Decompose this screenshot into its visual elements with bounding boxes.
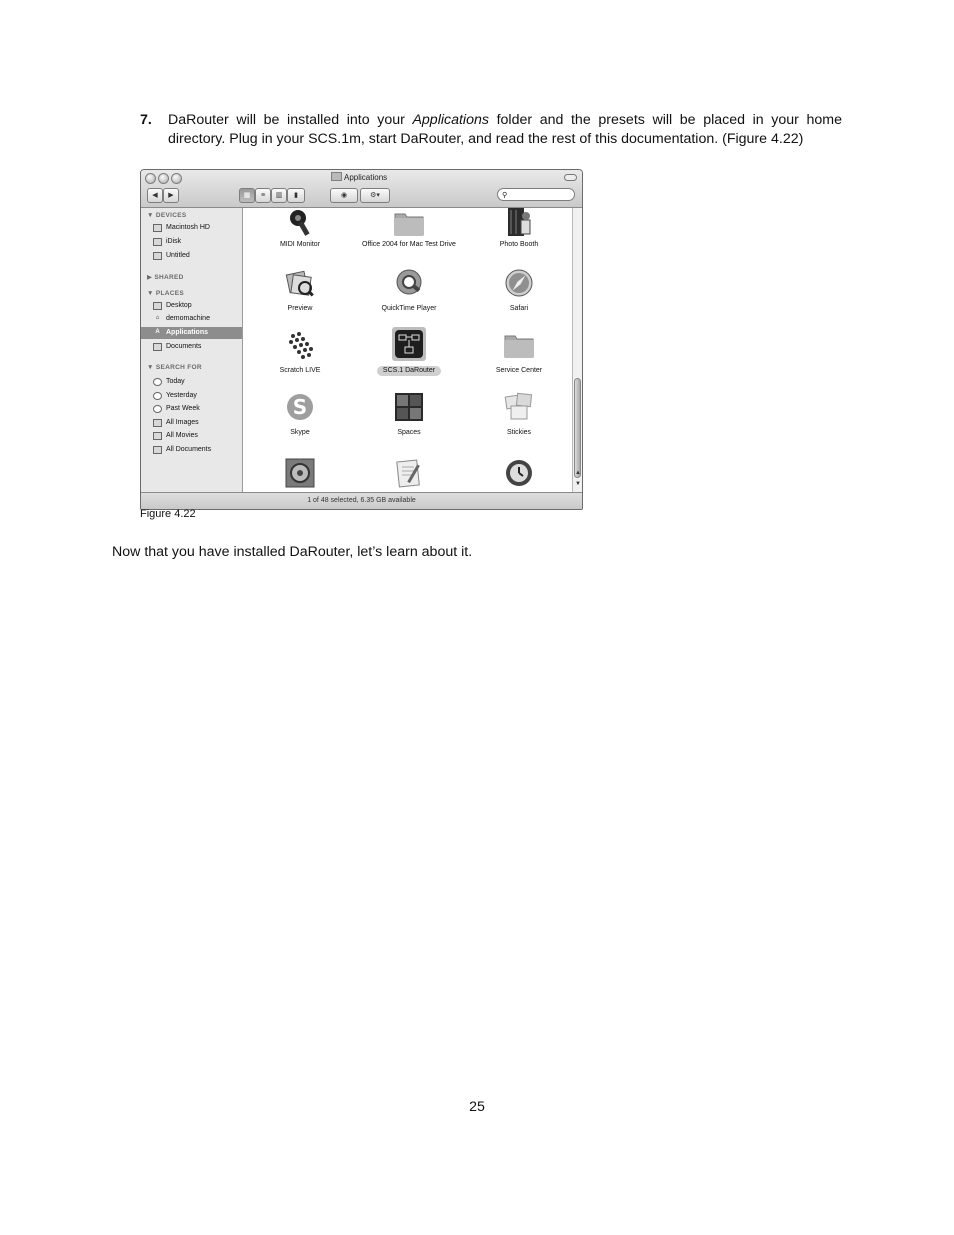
app-label: Preview bbox=[287, 305, 313, 312]
step-7 bbox=[140, 111, 842, 149]
sidebar-item-past-week[interactable] bbox=[141, 403, 242, 415]
idisk-icon bbox=[153, 238, 162, 246]
applications-icon: A bbox=[155, 329, 160, 335]
app-label: MIDI Monitor bbox=[279, 241, 321, 248]
folder-icon bbox=[331, 172, 342, 181]
sidebar-item-label: Desktop bbox=[166, 302, 192, 309]
status-text: 1 of 48 selected, 6.35 GB available bbox=[307, 497, 416, 504]
scratch-live-icon bbox=[285, 330, 315, 360]
sidebar-item-today[interactable] bbox=[141, 376, 242, 388]
clock-icon bbox=[153, 405, 162, 413]
body-paragraph: Now that you have installed DaRouter, let’s learn about it. bbox=[112, 544, 473, 560]
sidebar-item-label: All Images bbox=[166, 419, 199, 426]
app-label: Office 2004 for Mac Test Drive bbox=[362, 241, 456, 248]
step-text-part: folder and the presets will be placed in your home directory. Plug in your SCS.1m, start DaRouter, and read the rest of this documentation. (Figure 4.22) bbox=[168, 112, 842, 147]
sidebar-item-all-documents[interactable] bbox=[141, 444, 242, 456]
clock-icon bbox=[153, 392, 162, 400]
page-number: 25 bbox=[469, 1099, 485, 1115]
textedit-icon bbox=[394, 458, 424, 488]
column-view-button[interactable]: ▥ bbox=[271, 188, 287, 203]
compass-icon bbox=[504, 268, 534, 298]
step-text-italic: Applications bbox=[412, 112, 489, 128]
sidebar-item-label: Documents bbox=[166, 343, 202, 350]
shared-heading[interactable]: ▶ SHARED bbox=[147, 274, 184, 281]
places-heading[interactable]: ▼ PLACES bbox=[147, 290, 185, 297]
app-label: Spaces bbox=[397, 429, 421, 436]
close-button[interactable] bbox=[145, 173, 156, 184]
figure-caption: Figure 4.22 bbox=[140, 508, 196, 520]
app-label: Safari bbox=[509, 305, 529, 312]
app-label: Scratch LIVE bbox=[279, 367, 321, 374]
sidebar-item-label: Untitled bbox=[166, 252, 190, 259]
window-title-text: Applications bbox=[344, 173, 388, 182]
preview-icon bbox=[285, 268, 315, 298]
disk-icon bbox=[153, 252, 162, 260]
app-label: QuickTime Player bbox=[381, 305, 437, 312]
sidebar-item-label: All Documents bbox=[166, 446, 212, 453]
smart-folder-icon bbox=[153, 432, 162, 440]
devices-heading[interactable]: ▼ DEVICES bbox=[147, 212, 187, 219]
photo-booth-icon bbox=[504, 208, 534, 238]
window-title bbox=[331, 172, 387, 182]
sidebar-item-label: All Movies bbox=[166, 432, 198, 439]
gear-action-button[interactable]: ⚙▾ bbox=[360, 188, 390, 203]
step-text-part: DaRouter will be installed into your bbox=[168, 112, 413, 128]
sidebar-item-label: Past Week bbox=[166, 405, 200, 412]
minimize-button[interactable] bbox=[158, 173, 169, 184]
sidebar-item-label: demomachine bbox=[166, 315, 210, 322]
sidebar-item-label: Macintosh HD bbox=[166, 224, 210, 231]
sidebar-item-label: Yesterday bbox=[166, 392, 197, 399]
darouter-icon bbox=[392, 327, 426, 361]
search-field[interactable] bbox=[497, 188, 575, 201]
quicktime-icon bbox=[394, 268, 424, 298]
search-for-heading[interactable]: ▼ SEARCH FOR bbox=[147, 364, 202, 371]
sidebar-item-untitled[interactable] bbox=[141, 250, 242, 262]
sidebar-item-yesterday[interactable] bbox=[141, 390, 242, 402]
app-label: Stickies bbox=[506, 429, 532, 436]
sidebar-item-label: Today bbox=[166, 378, 185, 385]
app-label: Service Center bbox=[495, 367, 543, 374]
sidebar-item-label: iDisk bbox=[166, 238, 182, 245]
sidebar bbox=[141, 208, 243, 492]
app-label: SCS.1 DaRouter bbox=[377, 366, 441, 376]
icon-view bbox=[243, 208, 571, 492]
folder-icon bbox=[394, 208, 424, 238]
forward-button[interactable]: ▶ bbox=[163, 188, 179, 203]
sidebar-item-documents[interactable] bbox=[141, 341, 242, 353]
sidebar-item-demomachine[interactable] bbox=[141, 313, 242, 325]
title-bar bbox=[141, 170, 582, 208]
smart-folder-icon bbox=[153, 446, 162, 454]
folder-icon bbox=[504, 330, 534, 360]
sidebar-item-all-images[interactable] bbox=[141, 417, 242, 429]
time-machine-icon bbox=[504, 458, 534, 488]
zoom-button[interactable] bbox=[171, 173, 182, 184]
step-number: 7. bbox=[140, 112, 152, 128]
svg-text:S: S bbox=[292, 395, 308, 419]
smart-folder-icon bbox=[153, 419, 162, 427]
sidebar-item-macintosh-hd[interactable] bbox=[141, 222, 242, 234]
scroll-down-arrow-icon[interactable]: ▼ bbox=[575, 481, 581, 487]
status-bar bbox=[141, 492, 582, 510]
sidebar-item-desktop[interactable] bbox=[141, 300, 242, 312]
stickies-icon bbox=[504, 392, 534, 422]
finder-window bbox=[140, 169, 583, 510]
sidebar-item-label: Applications bbox=[166, 329, 209, 336]
app-label: Photo Booth bbox=[499, 241, 539, 248]
desktop-icon bbox=[153, 302, 162, 310]
search-icon: ⚲ bbox=[502, 192, 508, 199]
toolbar-toggle-button[interactable] bbox=[564, 174, 577, 181]
hard-drive-icon bbox=[153, 224, 162, 232]
scroll-thumb[interactable] bbox=[574, 378, 581, 478]
icon-view-button[interactable]: ▦ bbox=[239, 188, 255, 203]
list-view-button[interactable]: ≡ bbox=[255, 188, 271, 203]
vertical-scrollbar[interactable] bbox=[572, 208, 583, 492]
coverflow-view-button[interactable]: ▮ bbox=[287, 188, 305, 203]
home-icon: ⌂ bbox=[155, 315, 160, 321]
system-preferences-icon bbox=[285, 458, 315, 488]
quicklook-eye-button[interactable]: ◉ bbox=[330, 188, 358, 203]
skype-icon bbox=[285, 392, 315, 422]
back-button[interactable]: ◀ bbox=[147, 188, 163, 203]
midi-connector-icon bbox=[285, 208, 315, 238]
documents-icon bbox=[153, 343, 162, 351]
spaces-icon bbox=[394, 392, 424, 422]
sidebar-item-applications[interactable] bbox=[141, 327, 242, 339]
sidebar-item-idisk[interactable] bbox=[141, 236, 242, 248]
app-label: Skype bbox=[290, 429, 310, 436]
step-text bbox=[168, 111, 842, 149]
clock-icon bbox=[153, 378, 162, 386]
scroll-up-arrow-icon[interactable]: ▲ bbox=[575, 470, 581, 476]
sidebar-item-all-movies[interactable] bbox=[141, 430, 242, 442]
